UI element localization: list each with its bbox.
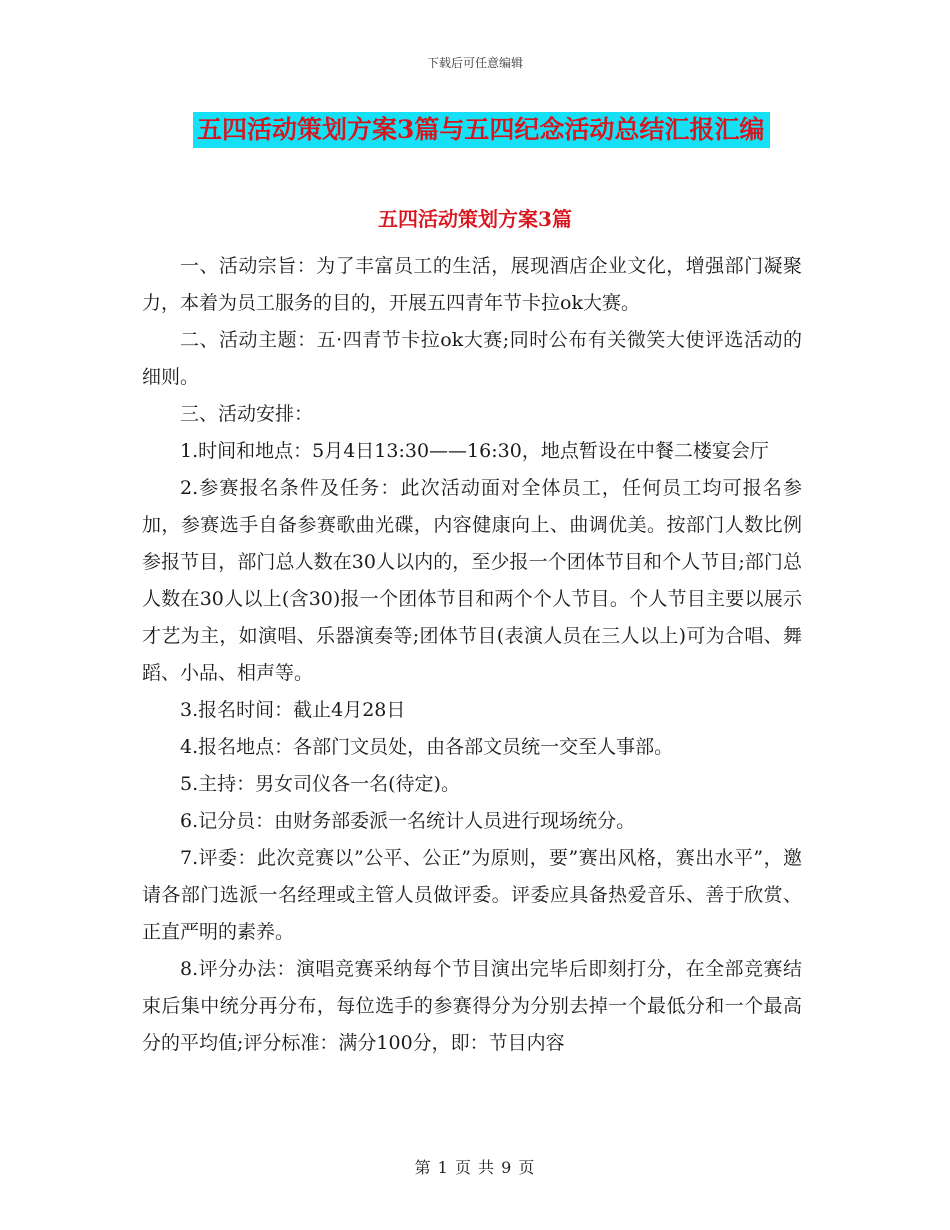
page-number-footer: 第 1 页 共 9 页 <box>414 1158 536 1177</box>
paragraph-registration-place: 4.报名地点：各部门文员处，由各部文员统一交至人事部。 <box>180 736 674 758</box>
paragraph-entry-conditions: 2.参赛报名条件及任务：此次活动面对全体员工，任何员工均可报名参加，参赛选手自备参赛歌曲光碟，内容健康向上、曲调优美。按部门人数比例参报节目，部门总人数在30人以内的，至少报一个团体节目和个人节目;部门总人数在30人以上(含30)报一个团体节目和两个个人节目。个人节目主要以展示才艺为主，如演唱、乐器演奏等;团体节目(表演人员在三人以上)可为合唱、舞蹈、小品、相声等。 <box>142 477 802 684</box>
document-main-title: 五四活动策划方案3篇与五四纪念活动总结汇报汇编 <box>193 112 770 148</box>
paragraph-host: 5.主持：男女司仪各一名(待定)。 <box>180 773 460 795</box>
paragraph-time-location: 1.时间和地点：5月4日13:30——16:30，地点暂设在中餐二楼宴会厅 <box>180 440 769 462</box>
paragraph-registration-time: 3.报名时间：截止4月28日 <box>180 699 406 721</box>
section-title: 五四活动策划方案3篇 <box>378 207 572 231</box>
paragraph-theme: 二、活动主题：五·四青节卡拉ok大赛;同时公布有关微笑大使评选活动的细则。 <box>142 329 802 388</box>
header-note: 下载后可任意编辑 <box>426 56 523 70</box>
paragraph-purpose: 一、活动宗旨：为了丰富员工的生活，展现酒店企业文化，增强部门凝聚力，本着为员工服务的目的，开展五四青年节卡拉ok大赛。 <box>142 255 802 314</box>
document-body <box>142 248 802 1062</box>
paragraph-scorekeeper: 6.记分员：由财务部委派一名统计人员进行现场统分。 <box>180 810 636 832</box>
paragraph-judges: 7.评委：此次竞赛以”公平、公正”为原则，要”赛出风格，赛出水平”，邀请各部门选派一名经理或主管人员做评委。评委应具备热爱音乐、善于欣赏、正直严明的素养。 <box>142 847 802 943</box>
paragraph-arrangement-heading: 三、活动安排： <box>180 403 314 425</box>
paragraph-scoring-method: 8.评分办法：演唱竞赛采纳每个节目演出完毕后即刻打分，在全部竞赛结束后集中统分再分布，每位选手的参赛得分为分别去掉一个最低分和一个最高分的平均值;评分标准：满分100分，即：节目内容 <box>142 958 802 1054</box>
